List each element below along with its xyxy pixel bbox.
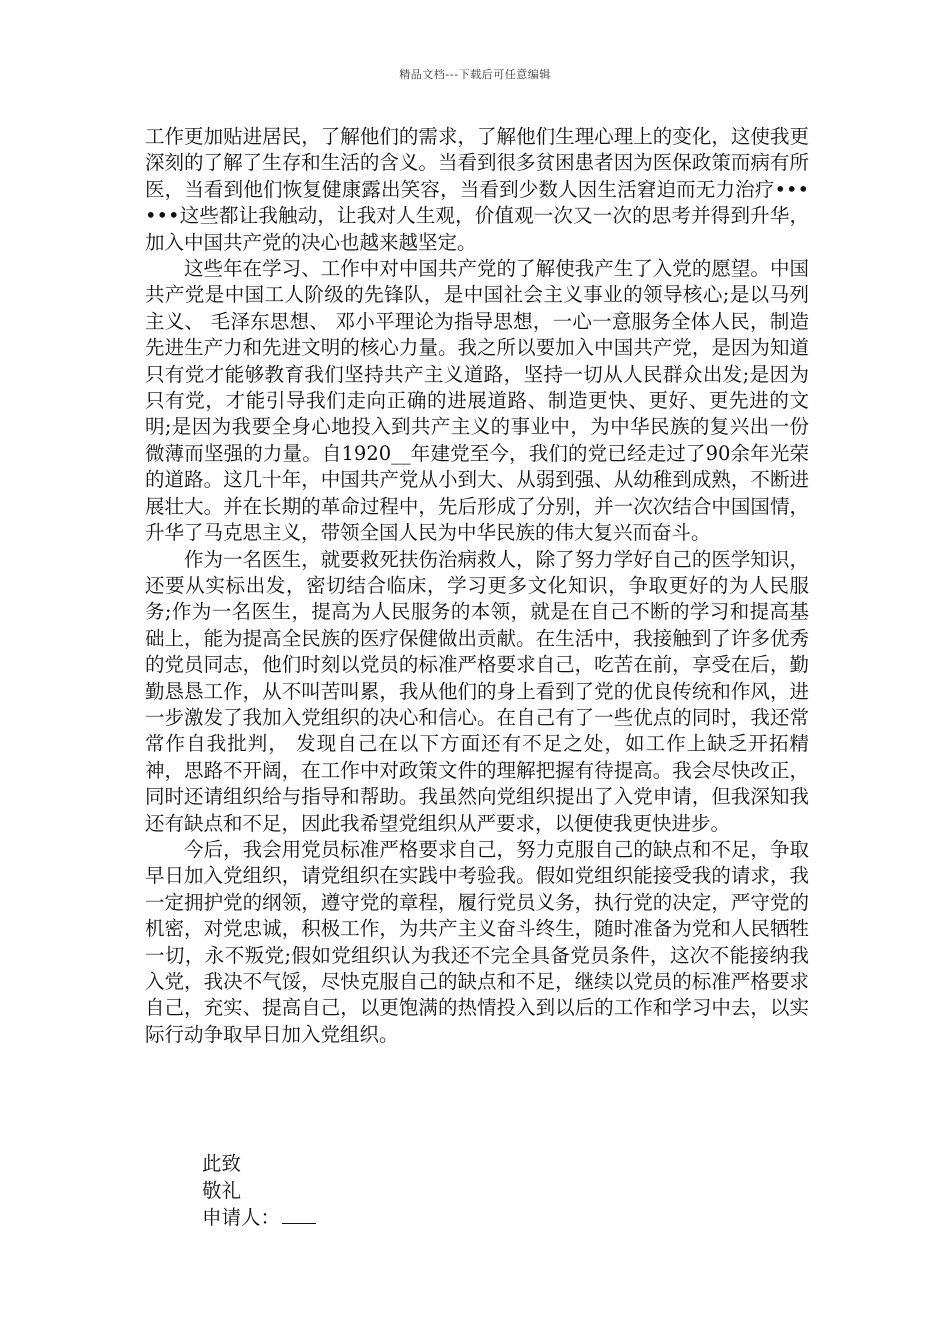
- salutation: 此致: [202, 1152, 242, 1175]
- paragraph-continued: 工作更加贴进居民，了解他们的需求，了解他们生理心理上的变化，这使我更深刻的了解了生存和生活的含义。当看到很多贫困患者因为医保政策而病有所医，当看到他们恢复健康露出笑容，当看到少数人因生活窘迫而无力治疗••••••这些都让我触动，让我对人生观，价值观一次又一次的思考并得到升华，加入中国共产党的决心也越来越坚定。: [145, 125, 809, 254]
- page-header: 精品文档---下载后可任意编辑: [399, 68, 551, 81]
- applicant-label: 申请人：: [202, 1206, 281, 1229]
- regards: 敬礼: [202, 1179, 242, 1202]
- paragraph-doctor-duty: 作为一名医生，就要救死扶伤治病救人，除了努力学好自己的医学知识，还要从实标出发，密切结合临床，学习更多文化知识，争取更好的为人民服务;作为一名医生，提高为人民服务的本领，就是在自己不断的学习和提高基础上，能为提高全民族的医疗保健做出贡献。在生活中，我接触到了许多优秀的党员同志，他们时刻以党员的标准严格要求自己，吃苦在前，享受在后，勤勤恳恳工作，从不叫苦叫累，我从他们的身上看到了党的优良传统和作风，进一步激发了我加入党组织的决心和信心。在自己有了一些优点的同时，我还常常作自我批判， 发现自己在以下方面还有不足之处，如工作上缺乏开拓精神，思路不开阔，在工作中对政策文件的理解把握有待提高。我会尽快改正，同时还请组织给与指导和帮助。我虽然向党组织提出了入党申请，但我深知我还有缺点和不足，因此我希望党组织从严要求，以便使我更快进步。: [145, 547, 809, 835]
- paragraph-motivation: 这些年在学习、工作中对中国共产党的了解使我产生了入党的愿望。中国共产党是中国工人阶级的先锋队，是中国社会主义事业的领导核心;是以马列主义、 毛泽东思想、 邓小平理论为指导思想，一心一意服务全体人民，制造先进生产力和先进文明的核心力量。我之所以要加入中国共产党，是因为知道只有党才能够教育我们坚持共产主义道路，坚持一切从人民群众出发;是因为只有党，才能引导我们走向正确的进展道路、制造更快、更好、更先进的文明;是因为我要全身心地投入到共产主义的事业中，为中华民族的复兴出一份微薄而坚强的力量。自1920__年建党至今，我们的党已经走过了90余年光荣的道路。这几十年，中国共产党从小到大、从弱到强、从幼稚到成熟，不断进展壮大。并在长期的革命过程中，先后形成了分别，并一次次结合中国国情，升华了马克思主义，带领全国人民为中华民族的伟大复兴而奋斗。: [145, 257, 809, 545]
- applicant-line: [202, 1204, 316, 1231]
- letter-body: [145, 124, 809, 1048]
- paragraph-commitment: 今后，我会用党员标准严格要求自己，努力克服自己的缺点和不足，争取早日加入党组织，请党组织在实践中考验我。假如党组织能接受我的请求，我一定拥护党的纲领，遵守党的章程，履行党员义务，执行党的决定，严守党的机密，对党忠诚，积极工作，为共产主义奋斗终生，随时准备为党和人民牺牲一切，永不叛党;假如党组织认为我还不完全具备党员条件，这次不能接纳我入党，我决不气馁，尽快克服自己的缺点和不足，继续以党员的标准严格要求自己，充实、提高自己，以更饱满的热情投入到以后的工作和学习中去，以实际行动争取早日加入党组织。: [145, 837, 809, 1046]
- applicant-blank: [282, 1205, 316, 1224]
- letter-closing: [202, 1150, 316, 1231]
